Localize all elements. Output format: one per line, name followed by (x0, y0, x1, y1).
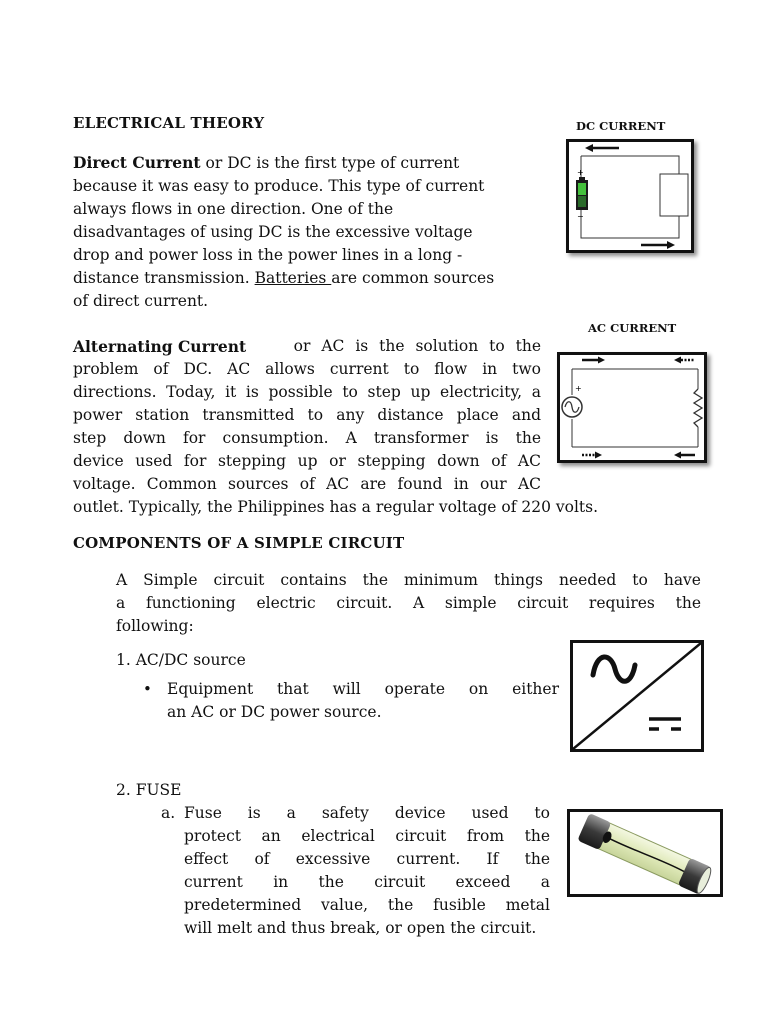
ac-arrow-bottom-left-icon (674, 452, 695, 459)
ac-caption: AC CURRENT (588, 321, 677, 335)
components-heading: COMPONENTS OF A SIMPLE CIRCUIT (73, 534, 405, 552)
ac-line-1: Alternating Current or AC is the solution to the (73, 337, 541, 356)
item1-bullet (167, 678, 559, 724)
item1-bullet-line-2: an AC or DC power source. (167, 703, 382, 721)
ac-term: Alternating Current (73, 337, 247, 356)
dc-line-3: always flows in one direction. One of the (73, 200, 394, 218)
dc-circuit-diagram (569, 142, 691, 250)
dc-line-7: of direct current. (73, 292, 209, 310)
components-intro (116, 569, 701, 638)
ac-line-8: outlet. Typically, the Philippines has a regular voltage of 220 volts. (73, 498, 599, 516)
ac-circuit-diagram (560, 355, 704, 460)
dc-term: Direct Current (73, 153, 201, 172)
fuse-line-6: will melt and thus break, or open the circuit. (184, 919, 537, 937)
ac-line-6: device used for stepping up or stepping down of AC (73, 452, 541, 470)
ac-dc-symbol-figure (570, 640, 704, 752)
dc-caption: DC CURRENT (576, 119, 666, 133)
ac-arrow-top-left-dotted-icon (674, 357, 695, 364)
fuse-line-3: effect of excessive current. If the (184, 850, 550, 868)
ac-line-7: voltage. Common sources of AC are found in our AC (73, 475, 541, 493)
item2-label: a. (161, 804, 176, 822)
fuse-figure (567, 809, 723, 897)
batteries-link: Batteries (254, 269, 332, 287)
dc-line-1: Direct Current or DC is the first type of current (73, 153, 460, 172)
battery-minus-sign: − (577, 212, 584, 221)
ac-arrow-bottom-right-dotted-icon (582, 452, 602, 459)
intro-line-3: following: (116, 617, 194, 635)
intro-line-2: a functioning electric circuit. A simple circuit requires the (116, 594, 701, 612)
ac-line-2: problem of DC. AC allows current to flow in two (73, 360, 541, 378)
battery-plus-sign: + (577, 168, 584, 177)
fuse-line-5: predetermined value, the fusible metal (184, 896, 550, 914)
page-title: ELECTRICAL THEORY (73, 114, 265, 132)
ac-line-5: step down for consumption. A transformer is the (73, 429, 541, 447)
ac-arrow-top-right-icon (582, 357, 605, 364)
bullet-icon: • (143, 680, 152, 698)
ac-source-plus-sign: + (575, 384, 582, 393)
fuse-line-4: current in the circuit exceed a (184, 873, 550, 891)
dc-arrow-bottom-icon (641, 241, 675, 249)
fuse-icon (570, 812, 720, 894)
ac-line-3: directions. Today, it is possible to step up electricity, a (73, 383, 541, 401)
dc-paragraph (73, 151, 548, 313)
dc-arrow-top-icon (585, 144, 619, 152)
ac-source-icon (562, 397, 582, 417)
ac-dc-symbol-icon (573, 643, 701, 749)
resistor-icon (694, 389, 702, 427)
item1-title: 1. AC/DC source (116, 651, 246, 669)
intro-line-1: A Simple circuit contains the minimum things needed to have (116, 571, 701, 589)
fuse-line-2: protect an electrical circuit from the (184, 827, 550, 845)
dc-line-6: distance transmission. Batteries are common sources (73, 269, 495, 287)
dc-line-5: drop and power loss in the power lines in a long - (73, 246, 463, 264)
ac-circuit-figure (557, 352, 707, 463)
battery-icon (576, 177, 588, 210)
fuse-paragraph (184, 802, 550, 940)
ac-line-4: power station transmitted to any distance place and (73, 406, 541, 424)
fuse-line-1: Fuse is a safety device used to (184, 804, 550, 822)
ac-paragraph (73, 335, 599, 519)
dc-line-4: disadvantages of using DC is the excessive voltage (73, 223, 473, 241)
sine-wave-icon (593, 657, 635, 681)
dc-line-2: because it was easy to produce. This type of current (73, 177, 485, 195)
dc-load-icon (660, 174, 688, 216)
item2-title: 2. FUSE (116, 781, 182, 799)
dc-circuit-figure (566, 139, 694, 253)
item1-bullet-line-1: Equipment that will operate on either (167, 680, 559, 698)
